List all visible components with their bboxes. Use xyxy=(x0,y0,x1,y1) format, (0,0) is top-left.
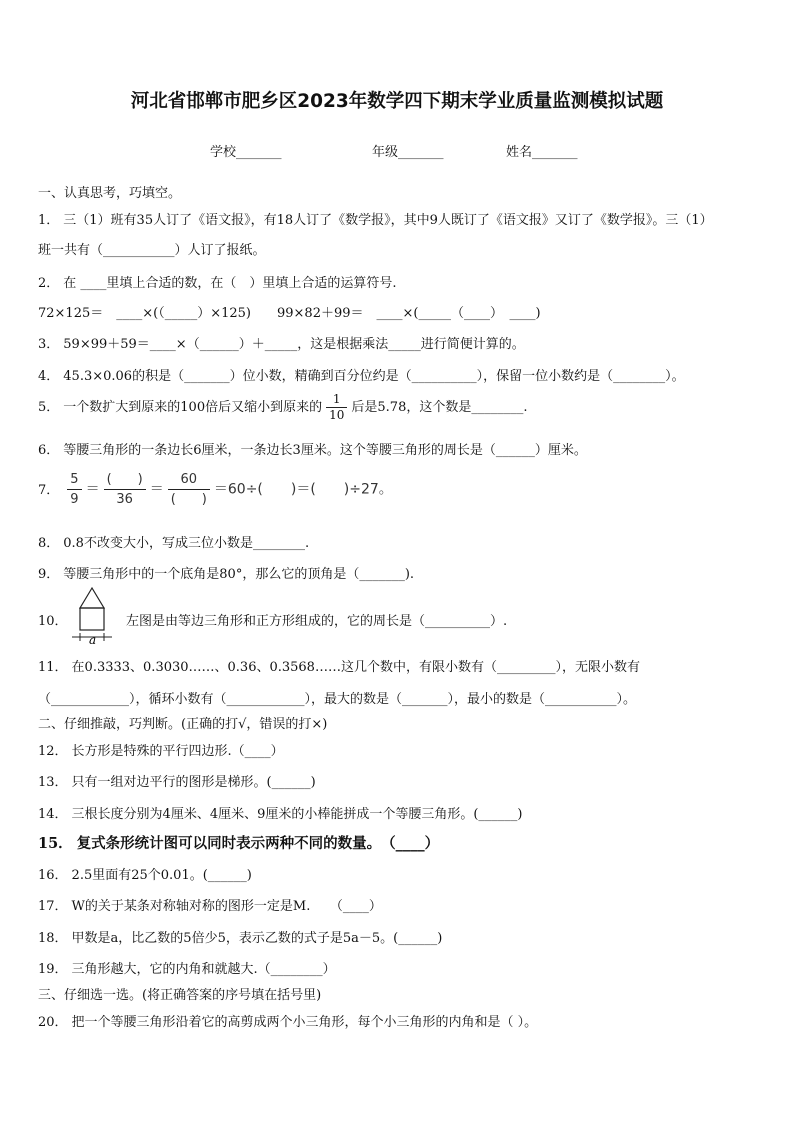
question-19 xyxy=(38,958,336,977)
fraction-numerator: 5 xyxy=(67,470,81,490)
question-18 xyxy=(38,927,442,946)
question-number: 11． xyxy=(38,660,68,675)
question-11 xyxy=(38,656,640,675)
question-number: 4． xyxy=(38,369,60,384)
question-text: 等腰三角形的一条边长6厘米，一条边长3厘米。这个等腰三角形的周长是（______）厘米。 xyxy=(63,443,587,458)
equals-sign: ＝ xyxy=(85,481,100,498)
question-number: 8． xyxy=(38,536,60,551)
equals-sign: ＝ xyxy=(149,481,164,498)
question-number: 19． xyxy=(38,962,68,977)
question-text: 长方形是特殊的平行四边形.（____） xyxy=(71,744,284,759)
school-field[interactable]: 学校_______ xyxy=(210,145,282,160)
fraction-denominator: ( ) xyxy=(170,492,207,507)
question-number: 13． xyxy=(38,775,68,790)
question-number: 12． xyxy=(38,744,68,759)
question-number: 7． xyxy=(38,482,60,498)
grade-field[interactable]: 年级_______ xyxy=(372,145,444,160)
question-7 xyxy=(38,470,393,509)
question-text: W的关于某条对称轴对称的图形一定是M. （____） xyxy=(71,899,382,914)
fraction-numerator: 60 xyxy=(168,470,210,490)
question-6 xyxy=(38,439,587,458)
question-14 xyxy=(38,803,523,822)
fraction-numerator: ( ) xyxy=(104,470,146,490)
equation-rest: ＝60÷( )＝( )÷27。 xyxy=(213,481,393,498)
question-9 xyxy=(38,563,414,582)
question-number: 3． xyxy=(38,337,60,352)
triangle-shape xyxy=(80,588,104,608)
question-number: 18． xyxy=(38,931,68,946)
question-20 xyxy=(38,1011,537,1030)
section-1-heading: 一、认真思考，巧填空。 xyxy=(38,186,182,201)
question-10: 左图是由等边三角形和正方形组成的，它的周长是（__________）. xyxy=(126,614,508,629)
question-text: 45.3×0.06的积是（_______）位小数，精确到百分位约是（__________），保留一位小数约是（________）。 xyxy=(63,369,685,384)
question-2-line-2: 72×125＝ ____×(（_____）×125) 99×82＋99＝ ____×(_____（____） ____) xyxy=(38,306,541,321)
question-17 xyxy=(38,895,382,914)
fraction-denominator: 36 xyxy=(116,492,133,507)
question-16 xyxy=(38,864,252,883)
question-text: 三根长度分别为4厘米、4厘米、9厘米的小棒能拼成一个等腰三角形。(______) xyxy=(71,807,523,822)
question-number: 16． xyxy=(38,868,68,883)
fraction xyxy=(326,392,347,423)
side-label: a xyxy=(89,633,97,644)
question-text: 三（1）班有35人订了《语文报》，有18人订了《数学报》，其中9人既订了《语文报》又订了《数学报》。三（1） xyxy=(63,213,713,228)
question-text: 复式条形统计图可以同时表示两种不同的数量。 （____） xyxy=(76,835,440,852)
question-text: 甲数是a，比乙数的5倍少5，表示乙数的式子是5a－5。(______) xyxy=(71,931,443,946)
question-number: 6． xyxy=(38,443,60,458)
question-text: 一个数扩大到原来的100倍后又缩小到原来的 xyxy=(63,400,323,415)
question-3 xyxy=(38,333,525,352)
fraction-denominator: 9 xyxy=(70,492,79,507)
section-3-heading: 三、仔细选一选。(将正确答案的序号填在括号里) xyxy=(38,988,322,1003)
question-text: 2.5里面有25个0.01。(______) xyxy=(71,868,252,883)
question-12 xyxy=(38,740,284,759)
fraction-60-blank xyxy=(168,470,210,509)
question-text-end: 后是5.78，这个数是________. xyxy=(351,400,528,415)
fraction-numerator: 1 xyxy=(326,392,347,408)
question-number: 2． xyxy=(38,276,60,291)
question-text: 在0.3333、0.3030……、0.36、0.3568……这几个数中，有限小数有（_________），无限小数有 xyxy=(71,660,640,675)
question-2 xyxy=(38,272,397,291)
page-title: 河北省邯郸市肥乡区2023年数学四下期末学业质量监测模拟试题 xyxy=(130,91,664,112)
question-number: 1． xyxy=(38,213,60,228)
question-1-line-2: 班一共有（___________）人订了报纸。 xyxy=(38,243,266,258)
question-text: 等腰三角形中的一个底角是80°，那么它的顶角是（_______). xyxy=(63,567,415,582)
question-number: 5． xyxy=(38,400,60,415)
question-text: 把一个等腰三角形沿着它的高剪成两个小三角形，每个小三角形的内角和是（ ）。 xyxy=(71,1015,538,1030)
triangle-square-figure xyxy=(72,586,122,644)
fraction-denominator: 10 xyxy=(329,408,345,422)
question-5 xyxy=(38,392,527,423)
fraction-5-9 xyxy=(67,470,81,509)
question-1 xyxy=(38,209,713,228)
question-number: 9． xyxy=(38,567,60,582)
question-number: 15． xyxy=(38,835,73,852)
question-text: 59×99＋59＝____×（______）＋_____，这是根据乘法_____进行简便计算的。 xyxy=(63,337,525,352)
question-8 xyxy=(38,532,309,551)
question-13 xyxy=(38,771,316,790)
square-shape xyxy=(80,608,104,630)
question-text: 三角形越大，它的内角和就越大.（________） xyxy=(71,962,336,977)
question-text: 只有一组对边平行的图形是梯形。(______) xyxy=(71,775,316,790)
question-4 xyxy=(38,365,685,384)
question-10-number: 10． xyxy=(38,614,68,629)
section-2-heading: 二、仔细推敲，巧判断。(正确的打√，错误的打×) xyxy=(38,717,328,732)
question-text: 0.8不改变大小，写成三位小数是________. xyxy=(63,536,310,551)
name-field[interactable]: 姓名_______ xyxy=(506,145,578,160)
question-number: 20． xyxy=(38,1015,68,1030)
question-text: 在 ____里填上合适的数，在（ ）里填上合适的运算符号. xyxy=(63,276,397,291)
question-15 xyxy=(38,832,439,853)
question-number: 17． xyxy=(38,899,68,914)
question-11-line-2: （____________），循环小数有（____________），最大的数是（_______），最小的数是（___________）。 xyxy=(38,692,637,707)
fraction-blank-36 xyxy=(104,470,146,509)
question-number: 14． xyxy=(38,807,68,822)
